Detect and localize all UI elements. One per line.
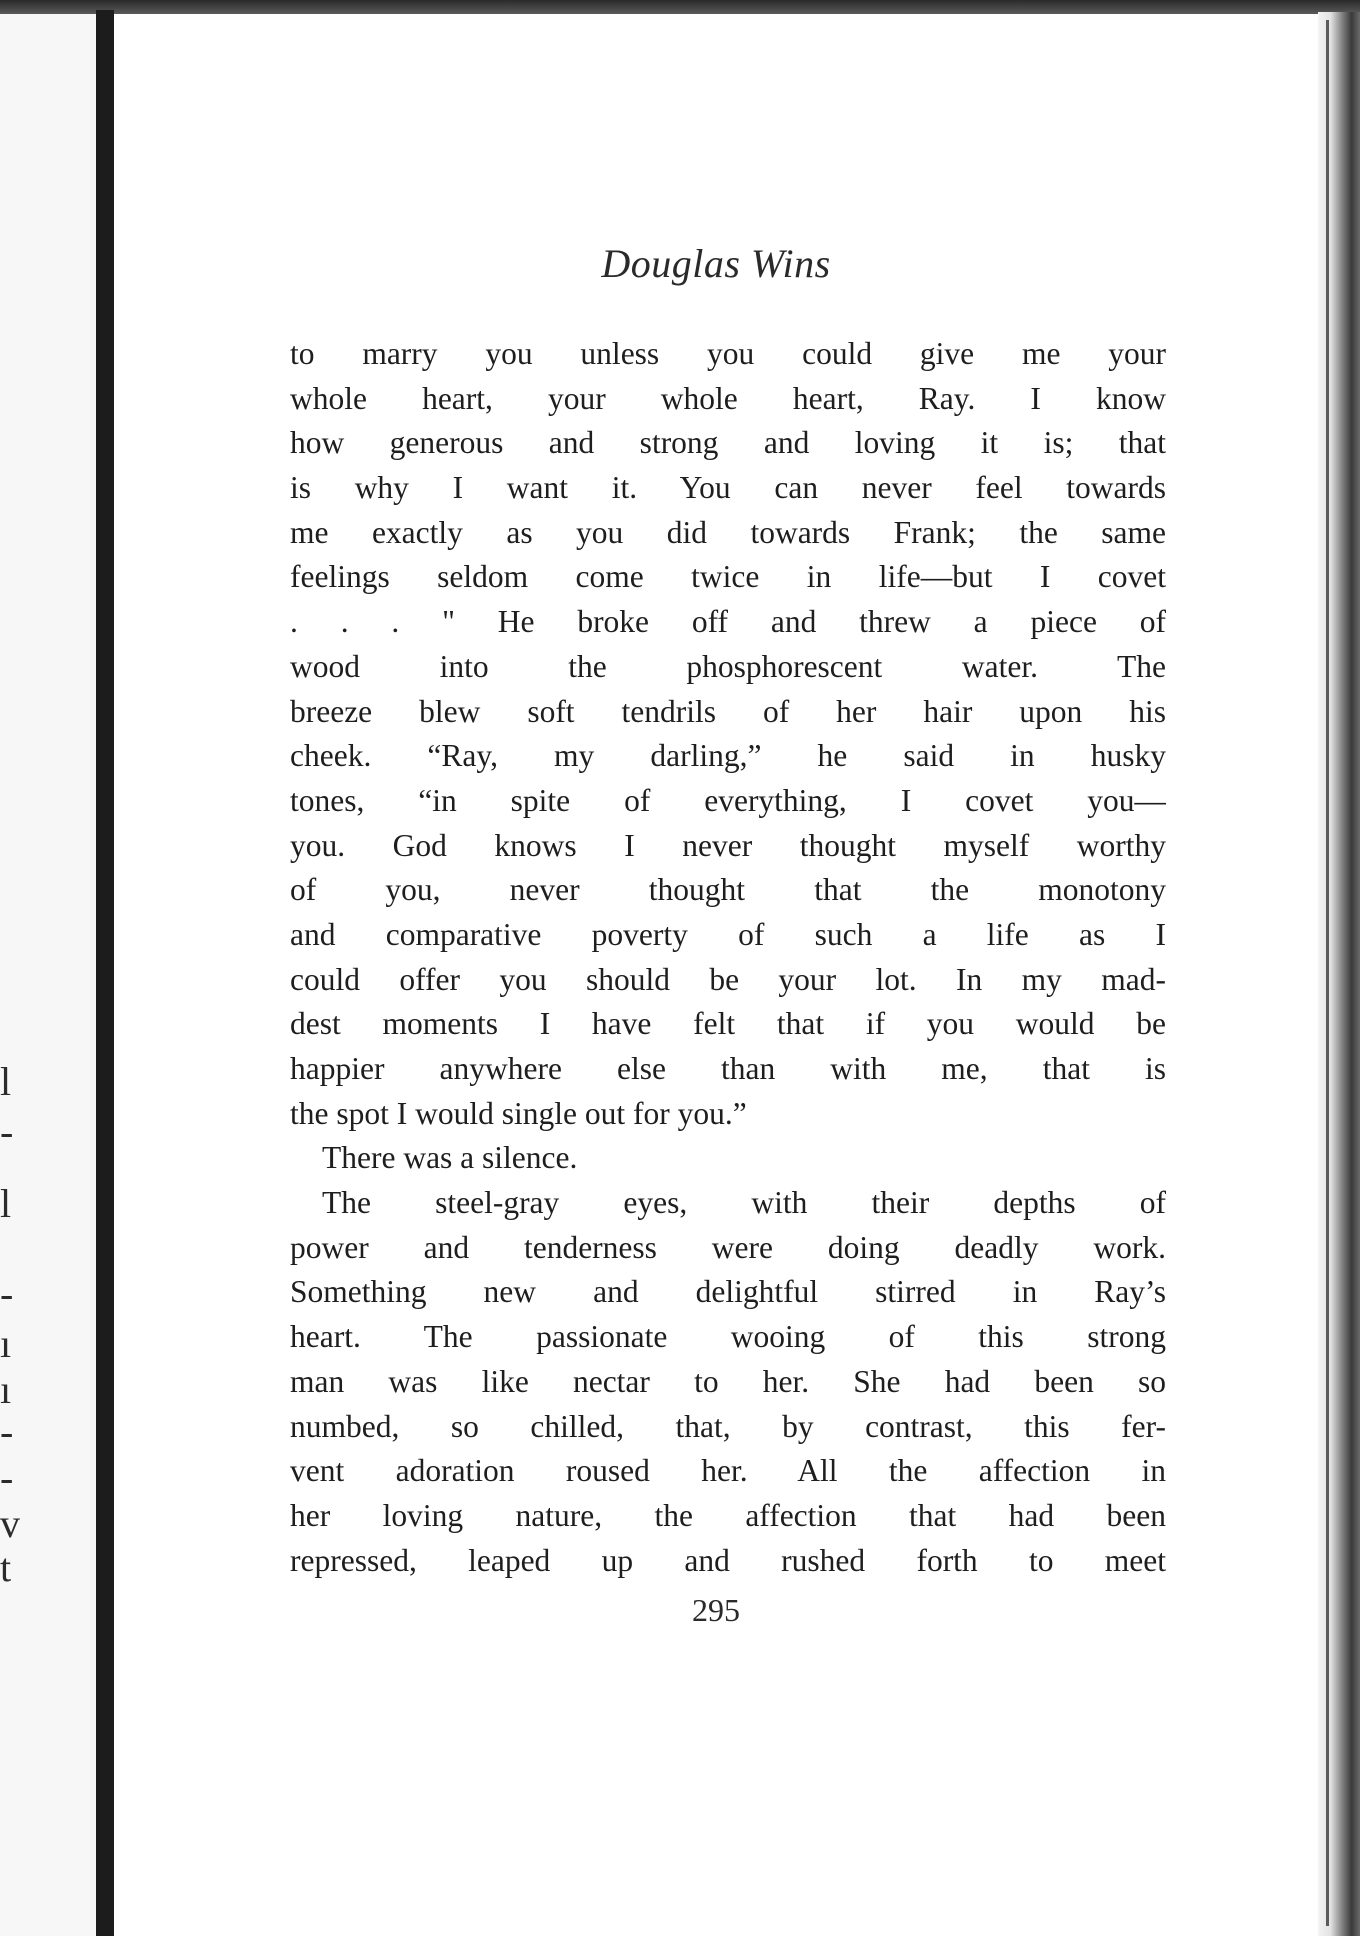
text-line: feelings seldom come twice in life—but I covet: [290, 559, 1166, 595]
page-number: 295: [692, 1592, 740, 1628]
text-line: heart. The passionate wooing of this strong: [290, 1319, 1166, 1355]
facing-page-fragment: l: [0, 1059, 12, 1104]
text-line: of you, never thought that the monotony: [290, 872, 1166, 908]
text-line: numbed, so chilled, that, by contrast, this fer-: [290, 1408, 1166, 1444]
paragraph-end-line: the spot I would single out for you.”: [290, 1095, 747, 1131]
text-line: power and tenderness were doing deadly work.: [290, 1229, 1166, 1265]
text-line: cheek. “Ray, my darling,” he said in husky: [290, 738, 1166, 774]
book-page: [114, 16, 1318, 1936]
facing-page-fragment: t: [0, 1545, 12, 1590]
facing-page-fragment: -: [0, 1409, 14, 1454]
text-line: man was like nectar to her. She had been so: [290, 1363, 1166, 1399]
text-line: is why I want it. You can never feel towards: [290, 470, 1166, 506]
text-line: me exactly as you did towards Frank; the same: [290, 514, 1166, 550]
facing-page-fragment: -: [0, 1271, 14, 1316]
text-line: repressed, leaped up and rushed forth to meet: [290, 1542, 1166, 1578]
facing-page-edge: [0, 14, 96, 1936]
facing-page-fragment: v: [0, 1501, 20, 1546]
running-head: Douglas Wins: [601, 241, 831, 286]
text-line: whole heart, your whole heart, Ray. I know: [290, 380, 1166, 416]
text-line: breeze blew soft tendrils of her hair upon his: [290, 693, 1166, 729]
text-line: you. God knows I never thought myself worthy: [290, 827, 1166, 863]
text-line: happier anywhere else than with me, that is: [290, 1051, 1166, 1086]
facing-page-fragment: ı: [0, 1321, 12, 1366]
paragraph-first-line: The steel-gray eyes, with their depths of: [322, 1185, 1166, 1221]
text-line: her loving nature, the affection that had been: [290, 1497, 1166, 1533]
paragraph-line: There was a silence.: [322, 1140, 578, 1176]
text-line: dest moments I have felt that if you would be: [290, 1006, 1166, 1042]
text-line: . . . " He broke off and threw a piece of: [290, 604, 1166, 640]
facing-page-fragment: -: [0, 1109, 14, 1154]
facing-page-fragment: ı: [0, 1367, 12, 1412]
text-line: tones, “in spite of everything, I covet you—: [290, 782, 1166, 818]
text-line: Something new and delightful stirred in Ray’s: [290, 1274, 1166, 1310]
facing-page-fragment: -: [0, 1455, 14, 1500]
text-line: could offer you should be your lot. In my mad-: [290, 961, 1166, 997]
text-line: to marry you unless you could give me your: [290, 336, 1166, 371]
text-line: vent adoration roused her. All the affection in: [290, 1453, 1166, 1489]
body-text: [290, 332, 1166, 1583]
text-line: and comparative poverty of such a life as I: [290, 916, 1166, 952]
facing-page-fragment: l: [0, 1181, 12, 1226]
book-gutter: [96, 10, 114, 1936]
book-cover-edge: [1318, 12, 1360, 1936]
page-edge-line: [1326, 20, 1329, 1926]
text-line: wood into the phosphorescent water. The: [290, 648, 1166, 684]
text-line: how generous and strong and loving it is; that: [290, 425, 1166, 461]
scan-top-edge: [0, 0, 1360, 14]
